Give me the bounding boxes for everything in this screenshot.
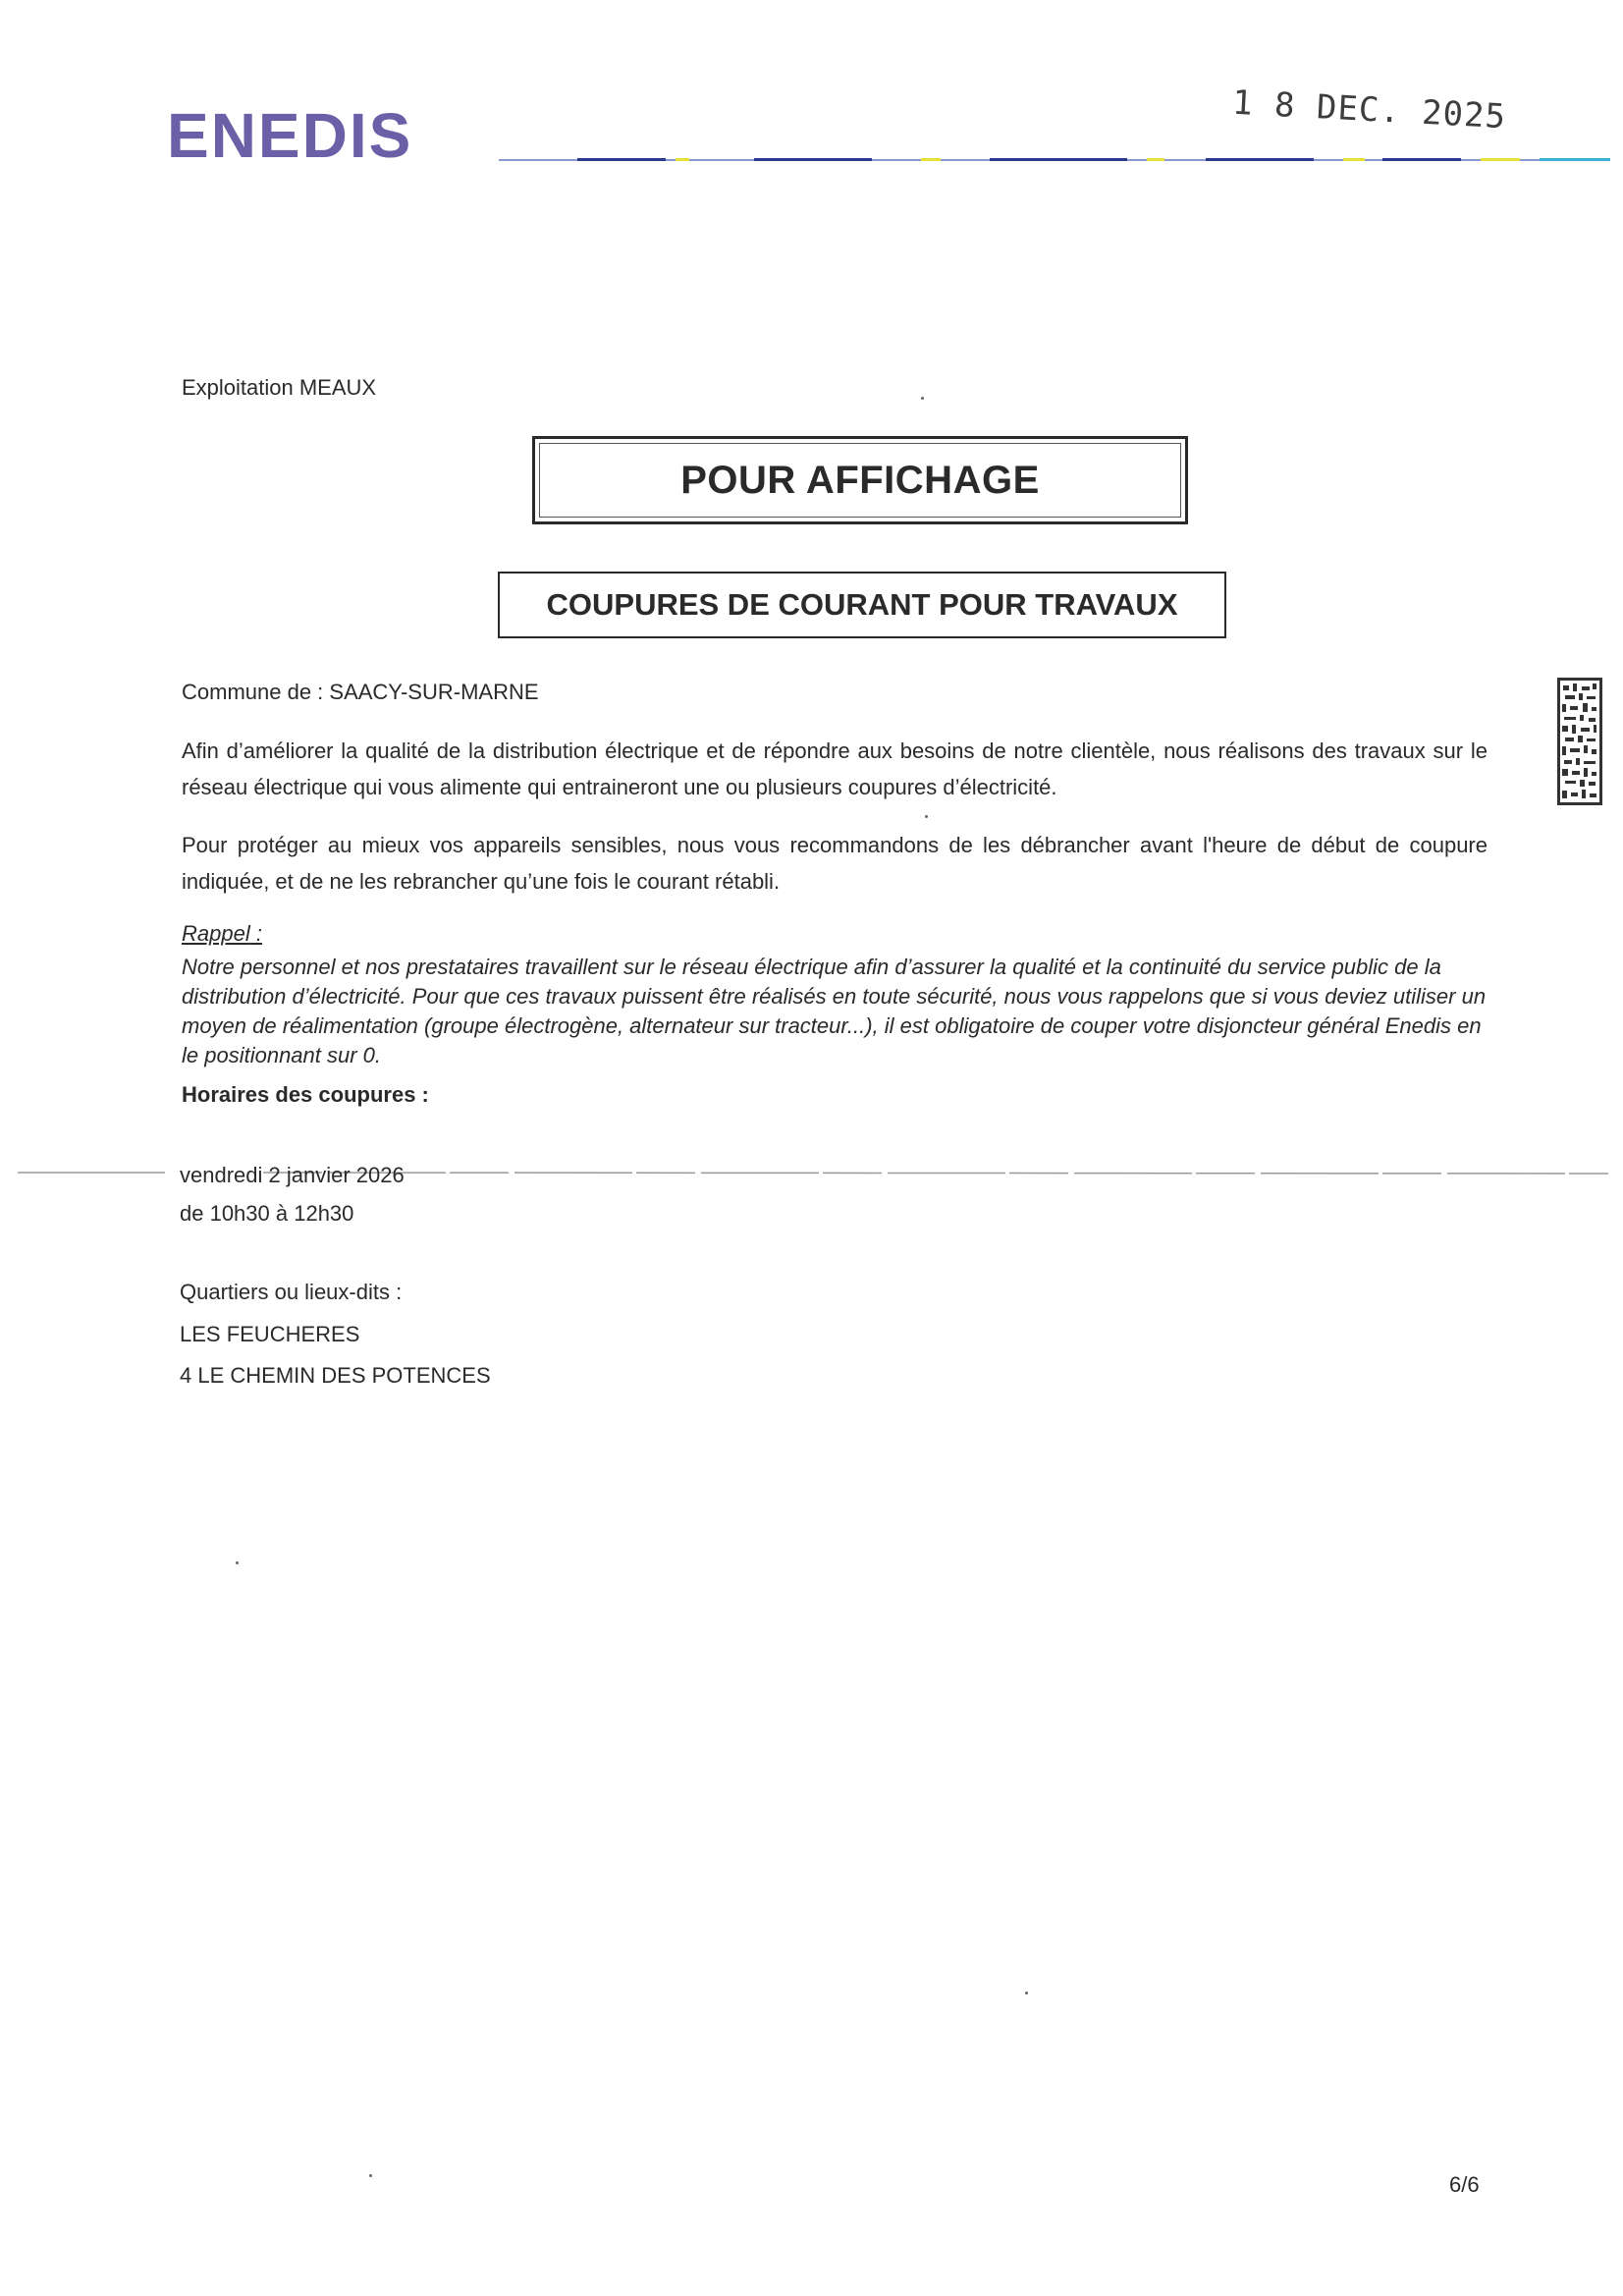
rappel-heading (182, 919, 262, 949)
quartiers-heading: Quartiers ou lieux-dits : (180, 1280, 403, 1304)
subtitle-box (498, 572, 1226, 638)
scan-speck (369, 2174, 372, 2177)
rappel-colon: : (249, 921, 262, 946)
outage-date: vendredi 2 janvier 2026 (180, 1163, 405, 1187)
title-box (532, 436, 1188, 524)
outage-time: de 10h30 à 12h30 (180, 1201, 354, 1226)
enedis-logo (167, 106, 481, 167)
place-item: LES FEUCHERES (180, 1322, 360, 1346)
received-date-stamp: 1 8 DEC. 2025 (1231, 82, 1507, 137)
recommendation-paragraph: Pour protéger au mieux vos appareils sensibles, nous vous recommandons de les débrancher avant l'heure de début de coupure indiquée, et de ne les rebrancher qu’une fois le courant rétabli. (182, 833, 1488, 894)
title-text: POUR AFFICHAGE (680, 458, 1040, 502)
logo-text: ENEDIS (167, 106, 413, 167)
subtitle-text: COUPURES DE COURANT POUR TRAVAUX (546, 587, 1178, 622)
header-rule (499, 155, 1610, 165)
datamatrix-barcode-icon (1557, 678, 1602, 805)
scan-speck (921, 397, 924, 400)
scan-speck (236, 1561, 239, 1564)
scan-speck (1025, 1992, 1028, 1995)
horaires-heading: Horaires des coupures : (182, 1082, 429, 1107)
exploitation-label: Exploitation MEAUX (182, 375, 377, 400)
rappel-label: Rappel (182, 921, 250, 946)
scan-speck (925, 815, 928, 818)
page-number: 6/6 (1449, 2172, 1480, 2197)
intro-paragraph: Afin d’améliorer la qualité de la distribution électrique et de répondre aux besoins de notre clientèle, nous réalisons des travaux sur le réseau électrique qui vous alimente qui entraineront une ou plusieurs coupures d’électricité. (182, 738, 1488, 799)
place-item: 4 LE CHEMIN DES POTENCES (180, 1363, 491, 1388)
rappel-paragraph: Notre personnel et nos prestataires travaillent sur le réseau électrique afin d’assurer la qualité et la continuité du service public de la distribution d’électricité. Pour que ces travaux puissent être réalisés en toute sécurité, nous vous rappelons que si vous deviez utiliser un moyen de réalimentation (groupe électrogène, alternateur sur tracteur...), il est obligatoire de couper votre disjoncteur général Enedis en le positionnant sur 0. (182, 955, 1487, 1067)
commune-line: Commune de : SAACY-SUR-MARNE (182, 680, 539, 704)
